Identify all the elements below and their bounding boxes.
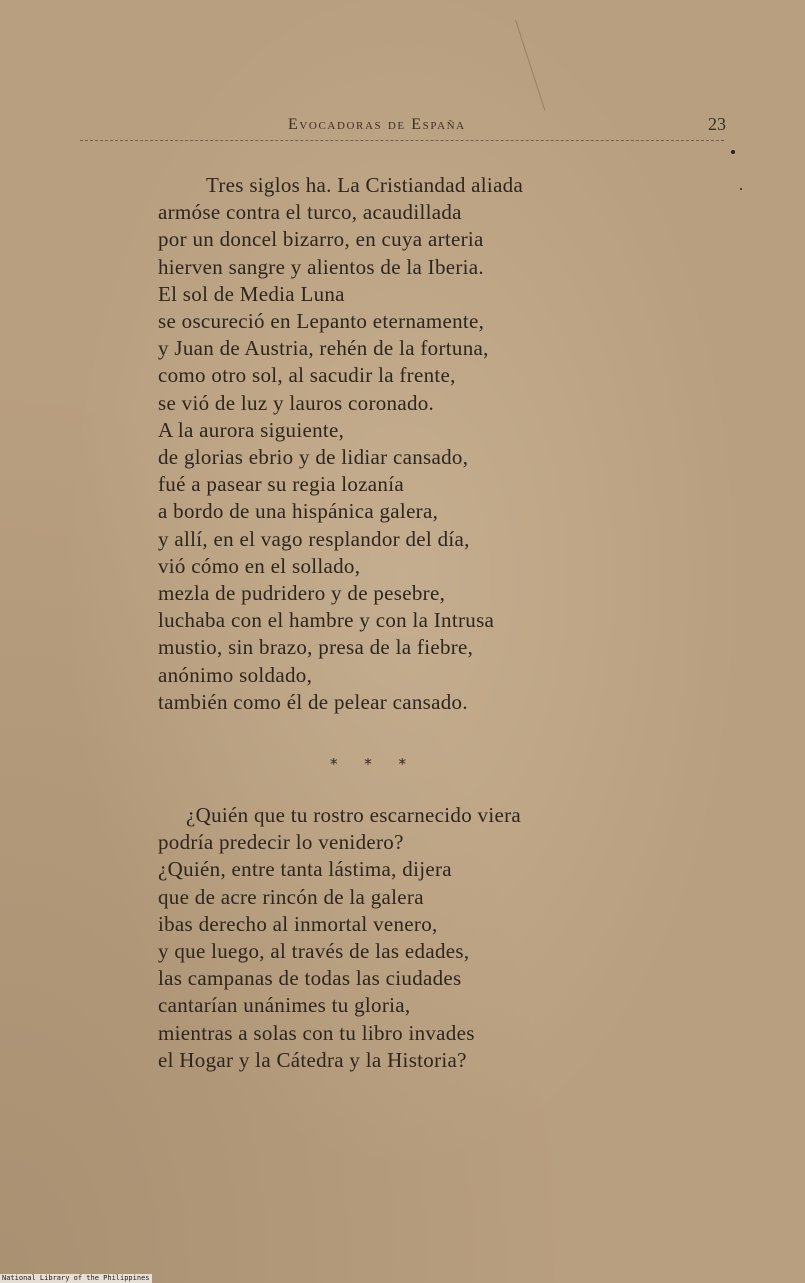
poem-line: se vió de luz y lauros coronado. (158, 390, 435, 415)
poem-line: y Juan de Austria, rehén de la fortuna, (158, 336, 489, 361)
poem-line: que de acre rincón de la galera (158, 884, 424, 909)
poem-line: Tres siglos ha. La Cristiandad aliada (206, 173, 524, 197)
poem-line: ¿Quién que tu rostro escarnecido viera (186, 803, 522, 827)
page-number: 23 (708, 114, 726, 134)
poem-line: y allí, en el vago resplandor del día, (158, 526, 470, 551)
poem-line: mientras a solas con tu libro invades (158, 1020, 475, 1045)
library-credit: National Library of the Philippines (2, 1274, 150, 1282)
poem-line: el Hogar y la Cátedra y la Historia? (158, 1047, 467, 1072)
poem-line: fué a pasear su regia lozanía (158, 472, 404, 497)
poem-line: como otro sol, al sacudir la frente, (158, 363, 456, 388)
poem-stanza-1 (158, 172, 523, 716)
poem-line: mezla de pudridero y de pesebre, (158, 581, 446, 606)
poem-line: El sol de Media Luna (158, 281, 345, 306)
poem-line: cantarían unánimes tu gloria, (158, 993, 411, 1018)
poem-line: podría predecir lo venidero? (158, 830, 404, 855)
poem-line: se oscureció en Lepanto eternamente, (158, 309, 485, 334)
poem-line: ¿Quién, entre tanta lástima, dijera (158, 857, 452, 882)
ink-speck (731, 150, 735, 154)
running-title: Evocadoras de España (288, 116, 466, 133)
poem-line: A la aurora siguiente, (158, 417, 345, 442)
poem-line: de glorias ebrio y de lidiar cansado, (158, 445, 469, 470)
poem-line: hierven sangre y alientos de la Iberia. (158, 254, 484, 279)
poem-line: las campanas de todas las ciudades (158, 966, 462, 991)
poem-line: vió cómo en el sollado, (158, 553, 361, 578)
poem-line: y que luego, al través de las edades, (158, 939, 470, 964)
poem-line: armóse contra el turco, acaudillada (158, 200, 462, 225)
ink-speck (740, 188, 742, 190)
paper-crease (515, 20, 545, 111)
poem-stanza-2 (158, 802, 521, 1074)
poem-line: a bordo de una hispánica galera, (158, 499, 439, 524)
poem-line: por un doncel bizarro, en cuya arteria (158, 227, 484, 252)
poem-line: también como él de pelear cansado. (158, 689, 468, 714)
section-separator: * * * (330, 755, 407, 773)
poem-line: ibas derecho al inmortal venero, (158, 911, 438, 936)
poem-line: luchaba con el hambre y con la Intrusa (158, 608, 495, 633)
header-rule (80, 140, 724, 141)
poem-line: mustio, sin brazo, presa de la fiebre, (158, 635, 474, 660)
page-header (80, 112, 730, 140)
poem-line: anónimo soldado, (158, 662, 313, 687)
